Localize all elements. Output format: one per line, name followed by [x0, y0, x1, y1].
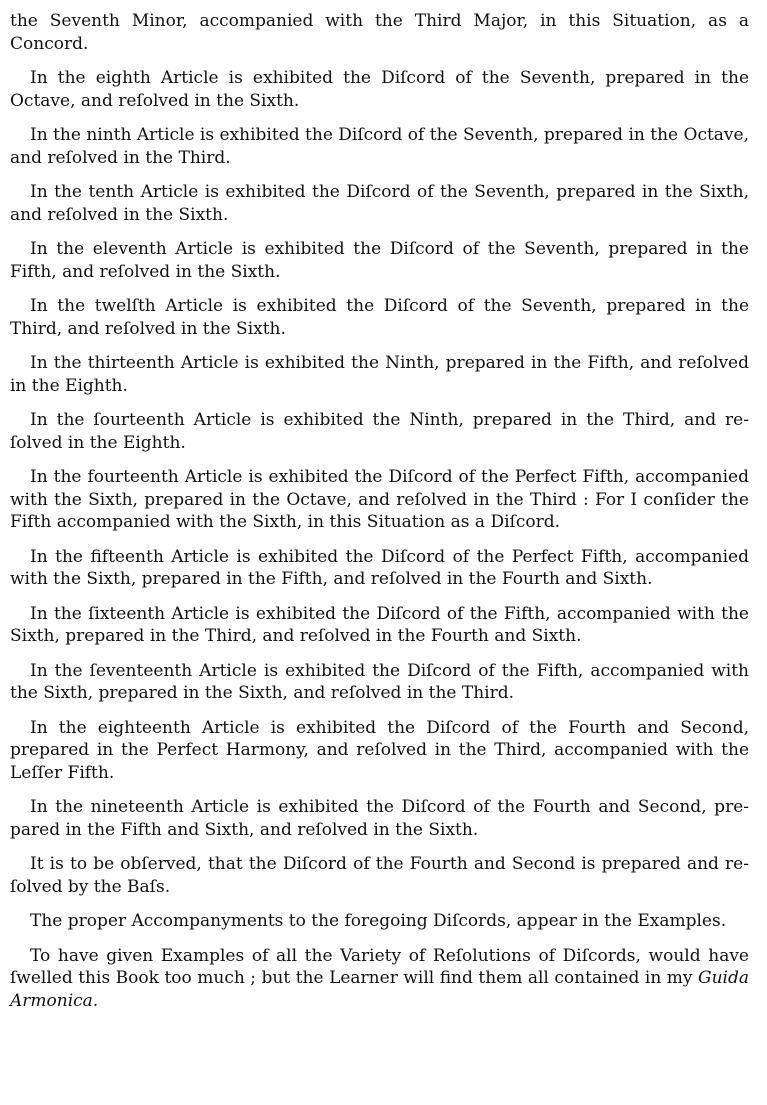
paragraph-seventeenth-article: In the ſeventeenth Article is exhibited the Diſcord of the Fifth, accompanied with the Sixth, prepared in the Sixth, and reſolved in the Third.	[10, 660, 749, 703]
paragraph-continuation: the Seventh Minor, accompanied with the Third Major, in this Situation, as a Concord.	[10, 11, 749, 54]
paragraph-fourteenth-article-ninth: In the ſourteenth Article is exhibited the Ninth, prepared in the Third, and re-ſolved in the Eighth.	[10, 410, 749, 453]
paragraph-eighteenth-article: In the eighteenth Article is exhibited the Diſcord of the Fourth and Second, prepared in the Perfect Harmony, and reſolved in the Third, accompanied with the Leſſer Fifth.	[10, 717, 749, 783]
paragraph-closing	[10, 945, 749, 1013]
closing-text: To have given Examples of all the Variety of Reſolutions of Diſcords, would have ſwelled this Book too much ; but the Learner will find them all contained in my	[10, 945, 749, 988]
paragraph-eleventh-article: In the eleventh Article is exhibited the Diſcord of the Seventh, prepared in the Fifth, and reſolved in the Sixth.	[10, 239, 749, 282]
paragraph-observation: It is to be obſerved, that the Diſcord of the Fourth and Second is prepared and re-ſolved by the Baſs.	[10, 854, 749, 897]
paragraph-accompanyments: The proper Accompanyments to the foregoing Diſcords, appear in the Examples.	[30, 911, 727, 931]
paragraph-ninth-article: In the ninth Article is exhibited the Diſcord of the Seventh, prepared in the Octave, and reſolved in the Third.	[10, 125, 749, 168]
paragraph-eighth-article: In the eighth Article is exhibited the Diſcord of the Seventh, prepared in the Octave, and reſolved in the Sixth.	[10, 68, 749, 111]
paragraph-sixteenth-article: In the ſixteenth Article is exhibited the Diſcord of the Fifth, accompanied with the Sixth, prepared in the Third, and reſolved in the Fourth and Sixth.	[10, 603, 749, 646]
paragraph-nineteenth-article: In the nineteenth Article is exhibited the Diſcord of the Fourth and Second, pre-pared in the Fifth and Sixth, and reſolved in the Sixth.	[10, 797, 749, 840]
book-title-guida-armonica: Guida Armonica.	[10, 968, 749, 1011]
paragraph-fifteenth-article: In the fifteenth Article is exhibited the Diſcord of the Perfect Fifth, accompanied with the Sixth, prepared in the Fifth, and reſolved in the Fourth and Sixth.	[10, 546, 749, 589]
paragraph-thirteenth-article: In the thirteenth Article is exhibited the Ninth, prepared in the Fifth, and reſolved in the Eighth.	[10, 353, 749, 396]
paragraph-fourteenth-article-fifth: In the fourteenth Article is exhibited the Diſcord of the Perfect Fifth, accompanied with the Sixth, prepared in the Octave, and reſolved in the Third : For I conſider the Fifth accompanied with the Sixth, in this Situation as a Diſcord.	[10, 467, 749, 532]
paragraph-tenth-article: In the tenth Article is exhibited the Diſcord of the Seventh, prepared in the Sixth, and reſolved in the Sixth.	[10, 182, 749, 225]
paragraph-twelfth-article: In the twelſth Article is exhibited the Diſcord of the Seventh, prepared in the Third, and reſolved in the Sixth.	[10, 296, 749, 339]
